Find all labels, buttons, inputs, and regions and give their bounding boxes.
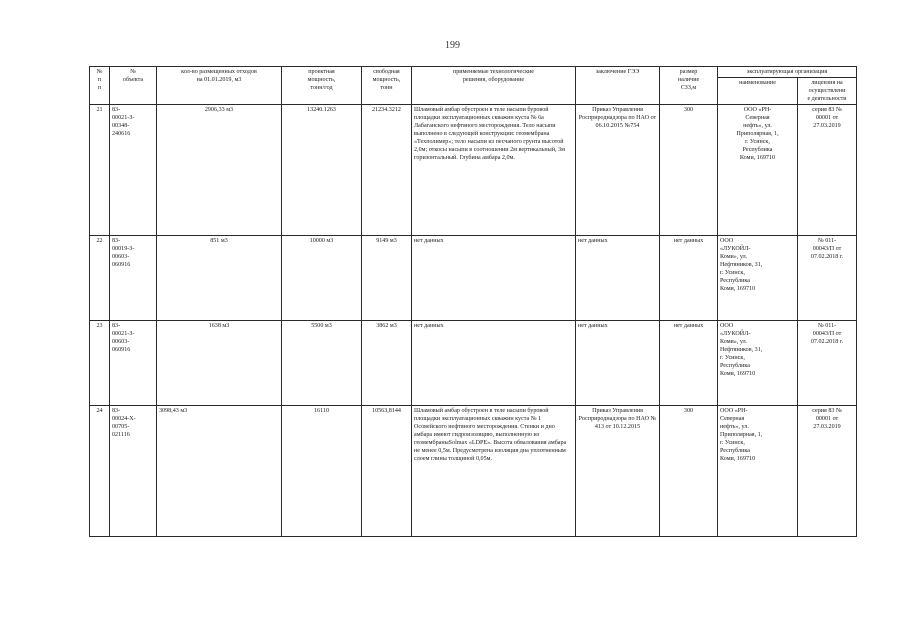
cell-object-num: 83- 00021-З- 00348- 240616 bbox=[110, 105, 157, 236]
header-waste-amount: кол-во размещенных отходов на 01.01.2019, м3 bbox=[157, 67, 282, 105]
cell-free-capacity: 9149 м3 bbox=[362, 236, 412, 321]
cell-design-capacity: 5500 м3 bbox=[282, 321, 362, 406]
header-sz-size: размер наличие СЗЗ,м bbox=[660, 67, 718, 105]
cell-gee-conclusion: Приказ Управления Росприроднадзора по НАО № 413 от 10.12.2015 bbox=[576, 406, 660, 537]
cell-sz-size: нет данных bbox=[660, 236, 718, 321]
cell-operator-license: серия 83 № 00001 от 27.03.2019 bbox=[798, 105, 857, 236]
cell-tech-solutions: нет данных bbox=[412, 236, 576, 321]
header-design-capacity: проектная мощность, тонн/год bbox=[282, 67, 362, 105]
cell-object-num: 83- 00024-Х- 00705- 021116 bbox=[110, 406, 157, 537]
cell-operator-name: ООО «РН- Северная нефть», ул. Приполярная, 1, г. Усинск, Республика Коми, 169710 bbox=[718, 406, 798, 537]
cell-tech-solutions: Шламовый амбар обустроен в теле насыпи буровой площадки эксплуатационных скважин куста № 6а Лабаганского нефтяного месторождения. Тело насыпи выполнено в следующей конструкции: геомембрана «Техполимер»; тело насыпи из песчаного грунта высотой 2,0м; откосы насыпи в соотношении 2м вертикальный, 3м горизонтальный. Глубина амбара 2,0м. bbox=[412, 105, 576, 236]
cell-sz-size: 300 bbox=[660, 105, 718, 236]
cell-tech-solutions: нет данных bbox=[412, 321, 576, 406]
table-row bbox=[90, 236, 857, 321]
header-num: № п п bbox=[90, 67, 110, 105]
cell-free-capacity: 21234.3212 bbox=[362, 105, 412, 236]
header-tech-solutions: применяемые технологические решения, оборудование bbox=[412, 67, 576, 105]
cell-object-num: 83- 00021-З- 00603- 060916 bbox=[110, 321, 157, 406]
cell-design-capacity: 10000 м3 bbox=[282, 236, 362, 321]
cell-object-num: 83- 00019-З- 00603- 060916 bbox=[110, 236, 157, 321]
header-object-num: № объекта bbox=[110, 67, 157, 105]
table-header-row bbox=[90, 67, 857, 78]
cell-num: 23 bbox=[90, 321, 110, 406]
cell-operator-name: ООО «РН- Северная нефть», ул. Приполярная, 1, г. Усинск, Республика Коми, 169710 bbox=[718, 105, 798, 236]
header-operator-name: наименование bbox=[718, 78, 798, 105]
cell-num: 24 bbox=[90, 406, 110, 537]
table-row bbox=[90, 105, 857, 236]
cell-design-capacity: 13240.1263 bbox=[282, 105, 362, 236]
cell-gee-conclusion: нет данных bbox=[576, 236, 660, 321]
header-operator-group: эксплуатирующая организация bbox=[718, 67, 857, 78]
cell-free-capacity: 3862 м3 bbox=[362, 321, 412, 406]
cell-gee-conclusion: Приказ Управления Росприроднадзора по НАО от 06.10.2015 №754 bbox=[576, 105, 660, 236]
cell-operator-license: № 011- 00043/П от 07.02.2018 г. bbox=[798, 236, 857, 321]
cell-free-capacity: 10563,8144 bbox=[362, 406, 412, 537]
header-free-capacity: свободная мощность, тонн bbox=[362, 67, 412, 105]
cell-operator-name: ООО «ЛУКОЙЛ- Коми», ул. Нефтяников, 31, г. Усинск, Республика Коми, 169710 bbox=[718, 321, 798, 406]
cell-design-capacity: 16110 bbox=[282, 406, 362, 537]
cell-tech-solutions: Шламовый амбар обустроен в теле насыпи буровой площадки эксплуатационных скважин куста № 1 Осовейского нефтяного месторождения. Стенки и дно амбара имеют гидроизоляцию, выполненную из геомембраныSolmax «LDPE». Высота обвалования амбара не менее 0,5м. Предусмотрена изоляция дна уплотненным слоем глины толщиной 0,05м. bbox=[412, 406, 576, 537]
header-gee-conclusion: заключение ГЭЭ bbox=[576, 67, 660, 105]
cell-operator-name: ООО «ЛУКОЙЛ- Коми», ул. Нефтяников, 31, г. Усинск, Республика Коми, 169710 bbox=[718, 236, 798, 321]
cell-num: 21 bbox=[90, 105, 110, 236]
header-operator-license: лицензия на осуществлени е деятельности bbox=[798, 78, 857, 105]
cell-waste-amount: 851 м3 bbox=[157, 236, 282, 321]
cell-operator-license: серия 83 № 00001 от 27.03.2019 bbox=[798, 406, 857, 537]
waste-facilities-table bbox=[89, 66, 857, 537]
cell-sz-size: нет данных bbox=[660, 321, 718, 406]
page-number: 199 bbox=[445, 40, 460, 51]
cell-waste-amount: 3098,43 м3 bbox=[157, 406, 282, 537]
cell-sz-size: 300 bbox=[660, 406, 718, 537]
table-row bbox=[90, 321, 857, 406]
table-row bbox=[90, 406, 857, 537]
cell-operator-license: № 011- 00043/П от 07.02.2018 г. bbox=[798, 321, 857, 406]
cell-waste-amount: 2906,33 м3 bbox=[157, 105, 282, 236]
cell-waste-amount: 1638 м3 bbox=[157, 321, 282, 406]
cell-num: 22 bbox=[90, 236, 110, 321]
cell-gee-conclusion: нет данных bbox=[576, 321, 660, 406]
